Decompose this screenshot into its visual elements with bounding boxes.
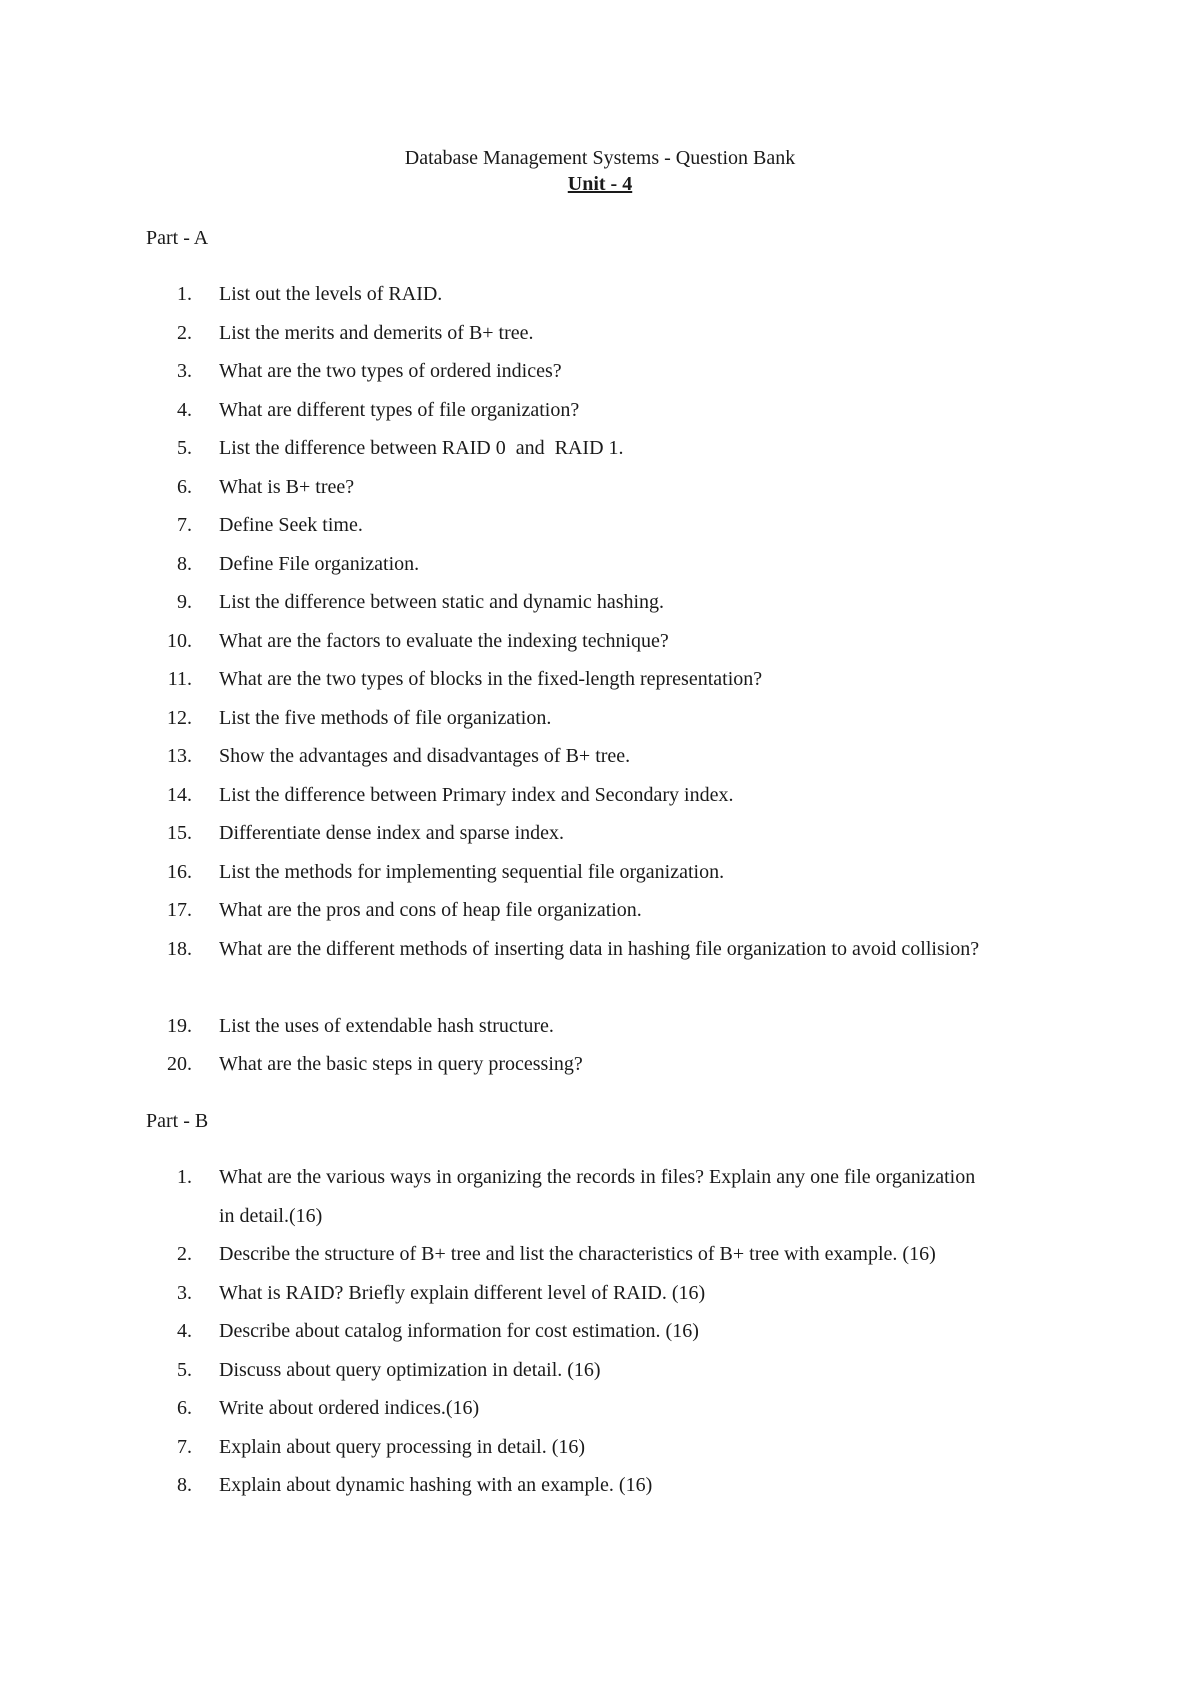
question-text: What are different types of file organization? xyxy=(219,398,580,421)
question-number: 7. xyxy=(177,1435,192,1458)
question-text: Show the advantages and disadvantages of B+ tree. xyxy=(219,745,631,767)
question-text: List the difference between static and dynamic hashing. xyxy=(219,591,665,613)
question-number: 6. xyxy=(177,475,192,498)
part-b-heading: Part - B xyxy=(146,1110,209,1132)
question-number: 6. xyxy=(177,1397,192,1419)
part-a-question-list xyxy=(0,275,1200,1084)
question-number: 3. xyxy=(177,360,192,382)
question-item xyxy=(0,776,1200,815)
question-item xyxy=(0,814,1200,853)
question-text: List the difference between RAID 0 and RAID 1. xyxy=(219,437,624,459)
question-text: What are the two types of blocks in the fixed-length representation? xyxy=(219,668,763,690)
question-text: Discuss about query optimization in detail. (16) xyxy=(219,1358,601,1381)
question-item xyxy=(0,737,1200,776)
question-number: 8. xyxy=(177,552,192,575)
question-item xyxy=(0,699,1200,738)
question-item xyxy=(0,275,1200,314)
question-number: 9. xyxy=(177,591,192,613)
question-item xyxy=(0,1466,1200,1505)
question-number: 19. xyxy=(167,1014,192,1037)
question-number: 17. xyxy=(167,899,192,921)
question-number: 2. xyxy=(177,1243,192,1265)
question-text: Describe about catalog information for cost estimation. (16) xyxy=(219,1320,699,1342)
question-number: 18. xyxy=(167,937,192,960)
question-text: Write about ordered indices.(16) xyxy=(219,1397,480,1419)
question-item xyxy=(0,506,1200,545)
question-text: What is B+ tree? xyxy=(219,475,355,498)
question-item xyxy=(0,545,1200,584)
question-text: Explain about query processing in detail. (16) xyxy=(219,1435,586,1458)
question-text: What is RAID? Briefly explain different level of RAID. (16) xyxy=(219,1281,706,1304)
unit-heading: Unit - 4 xyxy=(567,173,633,195)
part-b-question-list xyxy=(0,1158,1200,1505)
question-text: Define File organization. xyxy=(219,552,420,575)
question-item xyxy=(0,1389,1200,1428)
question-item xyxy=(0,1351,1200,1390)
question-text: Differentiate dense index and sparse index. xyxy=(219,822,565,844)
question-number: 3. xyxy=(177,1281,192,1304)
question-text: List the uses of extendable hash structure. xyxy=(219,1014,554,1037)
question-item xyxy=(0,1007,1200,1046)
question-number: 8. xyxy=(177,1474,192,1496)
question-text: What are the basic steps in query processing? xyxy=(219,1053,583,1075)
question-item xyxy=(0,1158,1200,1235)
question-text: Explain about dynamic hashing with an example. (16) xyxy=(219,1474,653,1496)
part-a-heading: Part - A xyxy=(146,227,209,249)
question-number: 4. xyxy=(177,1320,192,1342)
question-number: 5. xyxy=(177,1358,192,1381)
question-number: 14. xyxy=(167,783,192,806)
question-number: 10. xyxy=(167,629,192,652)
question-item xyxy=(0,468,1200,507)
question-text: List the five methods of file organization. xyxy=(219,706,552,729)
question-number: 16. xyxy=(167,860,192,883)
question-item xyxy=(0,583,1200,622)
question-text: Define Seek time. xyxy=(219,514,363,536)
question-number: 2. xyxy=(177,321,192,344)
question-number: 13. xyxy=(167,745,192,767)
question-number: 7. xyxy=(177,514,192,536)
question-text: What are the pros and cons of heap file organization. xyxy=(219,899,642,921)
question-text: List out the levels of RAID. xyxy=(219,283,443,305)
question-text: List the difference between Primary index and Secondary index. xyxy=(219,783,734,806)
question-text: What are the various ways in organizing the records in files? Explain any one file organization in detail.(16) xyxy=(219,1166,976,1227)
question-item xyxy=(0,930,1200,1007)
question-number: 1. xyxy=(177,1166,192,1188)
question-text: What are the different methods of inserting data in hashing file organization to avoid collision? xyxy=(219,937,980,960)
question-item xyxy=(0,891,1200,930)
question-item xyxy=(0,429,1200,468)
question-text: Describe the structure of B+ tree and list the characteristics of B+ tree with example. (16) xyxy=(219,1243,936,1265)
question-item xyxy=(0,622,1200,661)
question-item xyxy=(0,660,1200,699)
question-item xyxy=(0,314,1200,353)
question-item xyxy=(0,1274,1200,1313)
question-item xyxy=(0,391,1200,430)
question-item xyxy=(0,1045,1200,1084)
question-text: What are the factors to evaluate the indexing technique? xyxy=(219,629,669,652)
document-title: Database Management Systems - Question Bank xyxy=(404,147,796,169)
question-number: 12. xyxy=(167,706,192,729)
question-text: What are the two types of ordered indices? xyxy=(219,360,562,382)
question-item xyxy=(0,1235,1200,1274)
question-item xyxy=(0,352,1200,391)
question-number: 11. xyxy=(167,668,192,690)
question-number: 1. xyxy=(177,283,192,305)
question-number: 15. xyxy=(167,822,192,844)
question-item xyxy=(0,1312,1200,1351)
question-text: List the methods for implementing sequential file organization. xyxy=(219,860,725,883)
question-item xyxy=(0,853,1200,892)
question-number: 20. xyxy=(167,1053,192,1075)
question-number: 5. xyxy=(177,437,192,459)
question-number: 4. xyxy=(177,398,192,421)
question-text: List the merits and demerits of B+ tree. xyxy=(219,321,534,344)
question-item xyxy=(0,1428,1200,1467)
